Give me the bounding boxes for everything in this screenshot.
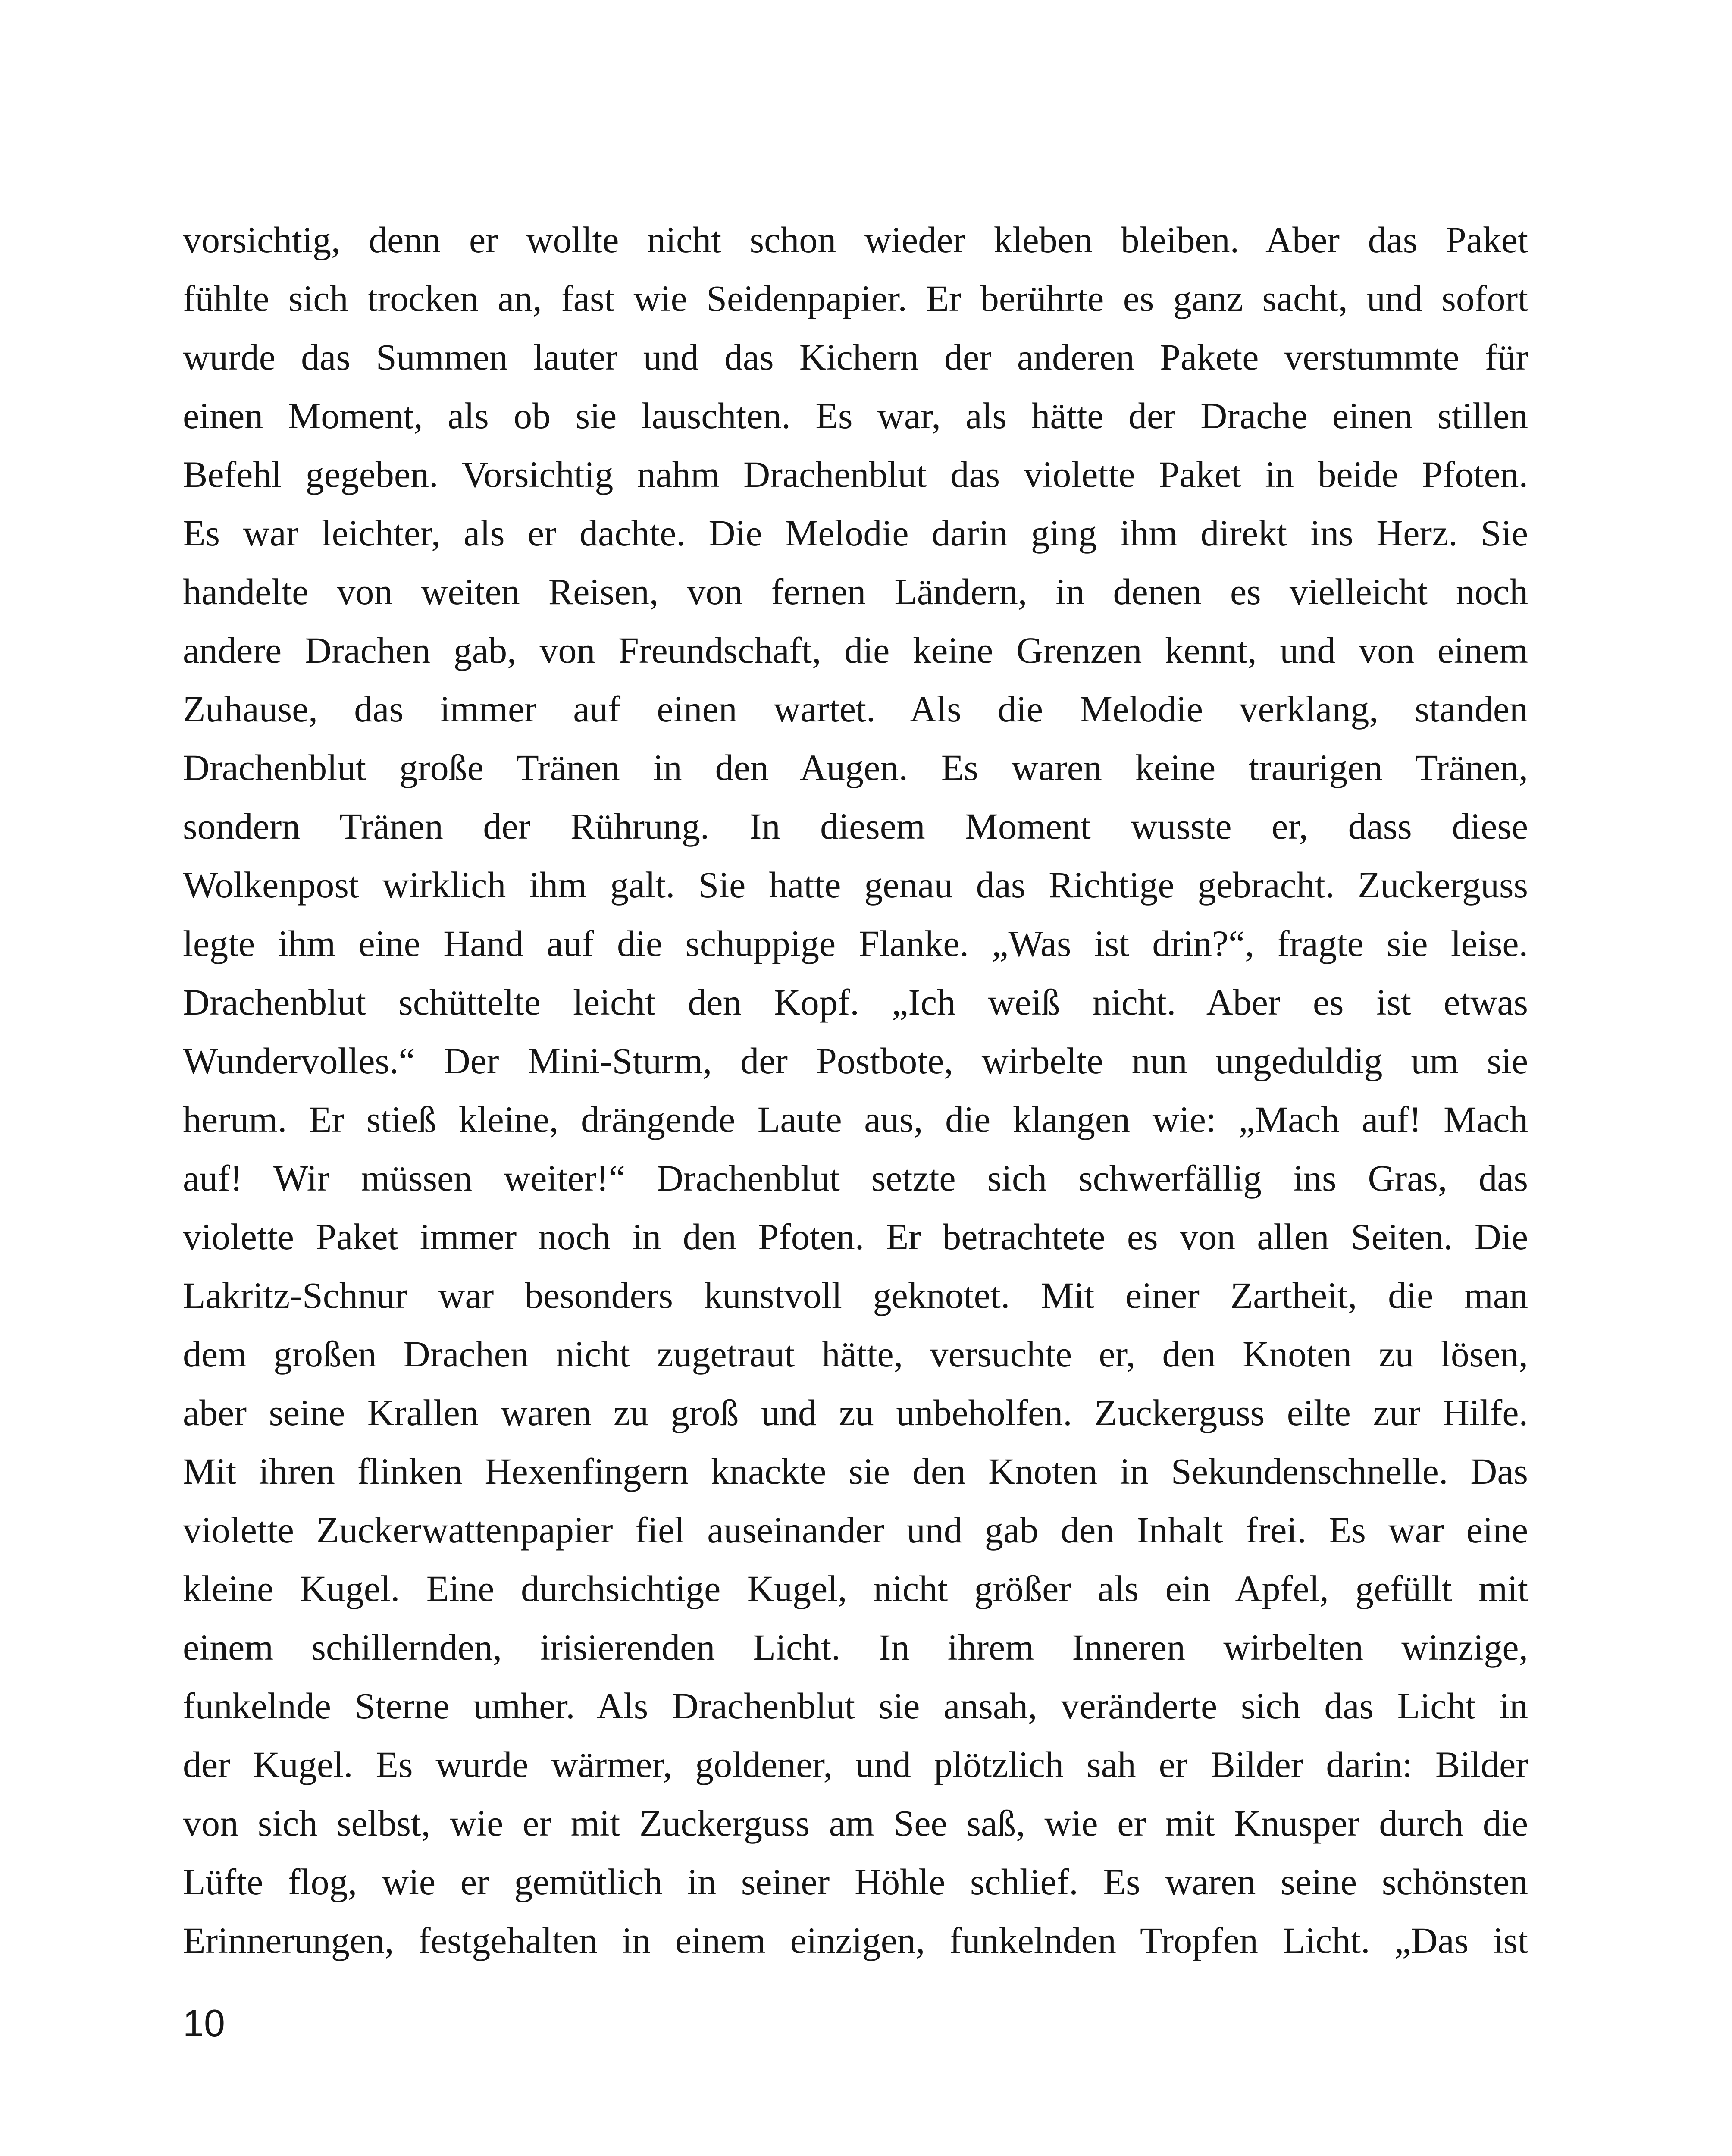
text-line: funkelnde Sterne umher. Als Drachenblut sie ansah, veränderte sich das Licht in (183, 1685, 1528, 1727)
text-line: Mit ihren flinken Hexenfingern knackte sie den Knoten in Sekundenschnelle. Das (183, 1451, 1528, 1492)
text-line: herum. Er stieß kleine, drängende Laute aus, die klangen wie: „Mach auf! Mach (183, 1099, 1528, 1140)
text-line: Wundervolles.“ Der Mini-Sturm, der Postbote, wirbelte nun ungeduldig um sie (183, 1040, 1528, 1081)
text-line: einem schillernden, irisierenden Licht. In ihrem Inneren wirbelten winzige, (183, 1626, 1528, 1668)
text-line: von sich selbst, wie er mit Zuckerguss am See saß, wie er mit Knusper durch die (183, 1802, 1528, 1844)
text-line: legte ihm eine Hand auf die schuppige Flanke. „Was ist drin?“, fragte sie leise. (183, 923, 1528, 964)
page-number: 10 (183, 2002, 225, 2044)
text-line: Lakritz-Schnur war besonders kunstvoll geknotet. Mit einer Zartheit, die man (183, 1275, 1528, 1316)
text-line: fühlte sich trocken an, fast wie Seidenpapier. Er berührte es ganz sacht, und sofort (183, 278, 1528, 319)
body-text (183, 210, 1528, 1970)
text-line: Erinnerungen, festgehalten in einem einzigen, funkelnden Tropfen Licht. „Das ist (183, 1920, 1528, 1961)
text-line: Lüfte flog, wie er gemütlich in seiner Höhle schlief. Es waren seine schönsten (183, 1861, 1528, 1902)
text-line: vorsichtig, denn er wollte nicht schon wieder kleben bleiben. Aber das Paket (183, 219, 1528, 260)
text-line: violette Paket immer noch in den Pfoten. Er betrachtete es von allen Seiten. Die (183, 1216, 1528, 1257)
text-line: Befehl gegeben. Vorsichtig nahm Drachenblut das violette Paket in beide Pfoten. (183, 454, 1528, 495)
text-line: sondern Tränen der Rührung. In diesem Moment wusste er, dass diese (183, 805, 1528, 847)
text-line: Drachenblut schüttelte leicht den Kopf. „Ich weiß nicht. Aber es ist etwas (183, 981, 1528, 1023)
text-line: Zuhause, das immer auf einen wartet. Als die Melodie verklang, standen (183, 688, 1528, 730)
text-line: Drachenblut große Tränen in den Augen. Es waren keine traurigen Tränen, (183, 747, 1528, 788)
text-line: der Kugel. Es wurde wärmer, goldener, und plötzlich sah er Bilder darin: Bilder (183, 1744, 1528, 1785)
text-line: kleine Kugel. Eine durchsichtige Kugel, nicht größer als ein Apfel, gefüllt mit (183, 1568, 1528, 1609)
text-line: auf! Wir müssen weiter!“ Drachenblut setzte sich schwerfällig ins Gras, das (183, 1157, 1528, 1199)
text-line: andere Drachen gab, von Freundschaft, die keine Grenzen kennt, und von einem (183, 630, 1528, 671)
text-line: Es war leichter, als er dachte. Die Melodie darin ging ihm direkt ins Herz. Sie (183, 512, 1528, 554)
text-line: einen Moment, als ob sie lauschten. Es war, als hätte der Drache einen stillen (183, 395, 1528, 436)
text-line: Wolkenpost wirklich ihm galt. Sie hatte genau das Richtige gebracht. Zuckerguss (183, 864, 1528, 906)
text-line: violette Zuckerwattenpapier fiel auseinander und gab den Inhalt frei. Es war eine (183, 1509, 1528, 1551)
text-line: dem großen Drachen nicht zugetraut hätte, versuchte er, den Knoten zu lösen, (183, 1333, 1528, 1375)
text-line: wurde das Summen lauter und das Kichern der anderen Pakete verstummte für (183, 336, 1528, 378)
text-line: aber seine Krallen waren zu groß und zu unbeholfen. Zuckerguss eilte zur Hilfe. (183, 1392, 1528, 1433)
text-line: handelte von weiten Reisen, von fernen Ländern, in denen es vielleicht noch (183, 571, 1528, 612)
